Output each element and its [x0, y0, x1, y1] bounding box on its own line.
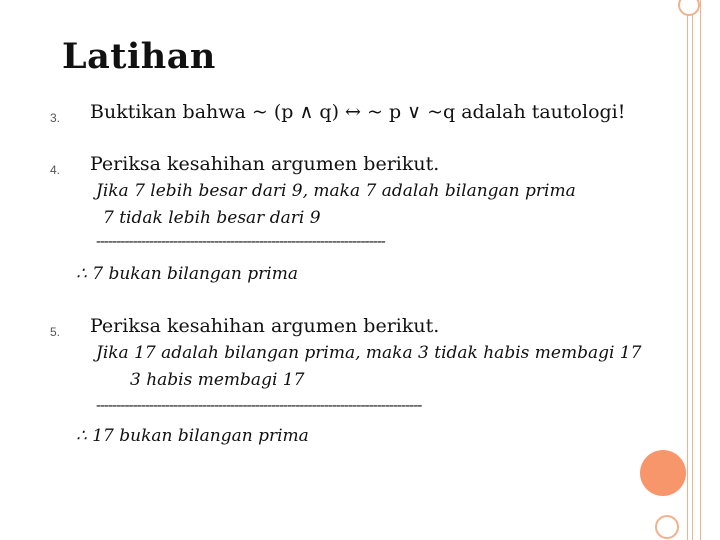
orange-dot-icon: [640, 450, 686, 496]
premise-1: Jika 17 adalah bilangan prima, maka 3 tidak habis membagi 17: [96, 343, 642, 363]
item-number: 5.: [50, 325, 61, 339]
item-text: Periksa kesahihan argumen berikut.: [90, 153, 440, 175]
item-text: Buktikan bahwa ~ (p ∧ q) ↔ ~ p ∨ ~q adalah tautologi!: [90, 101, 626, 123]
item-number: 3.: [50, 111, 61, 125]
ring-decoration-icon: [678, 0, 700, 16]
conclusion: ∴ 7 bukan bilangan prima: [76, 264, 298, 284]
premise-2: 7 tidak lebih besar dari 9: [103, 208, 321, 228]
ring-decoration-icon: [655, 515, 679, 539]
frame-line: [700, 0, 701, 540]
conclusion: ∴ 17 bukan bilangan prima: [76, 426, 309, 446]
item-number: 4.: [50, 163, 61, 177]
item-text: Periksa kesahihan argumen berikut.: [90, 315, 440, 337]
separator-line: -----------------------------------------------------------------------: [96, 232, 385, 250]
frame-line: [692, 0, 693, 540]
premise-1: Jika 7 lebih besar dari 9, maka 7 adalah bilangan prima: [96, 181, 576, 201]
frame-line: [687, 0, 688, 540]
slide-title: Latihan: [62, 36, 216, 77]
separator-line: --------------------------------------------------------------------------------: [96, 396, 422, 414]
premise-2: 3 habis membagi 17: [130, 370, 305, 390]
